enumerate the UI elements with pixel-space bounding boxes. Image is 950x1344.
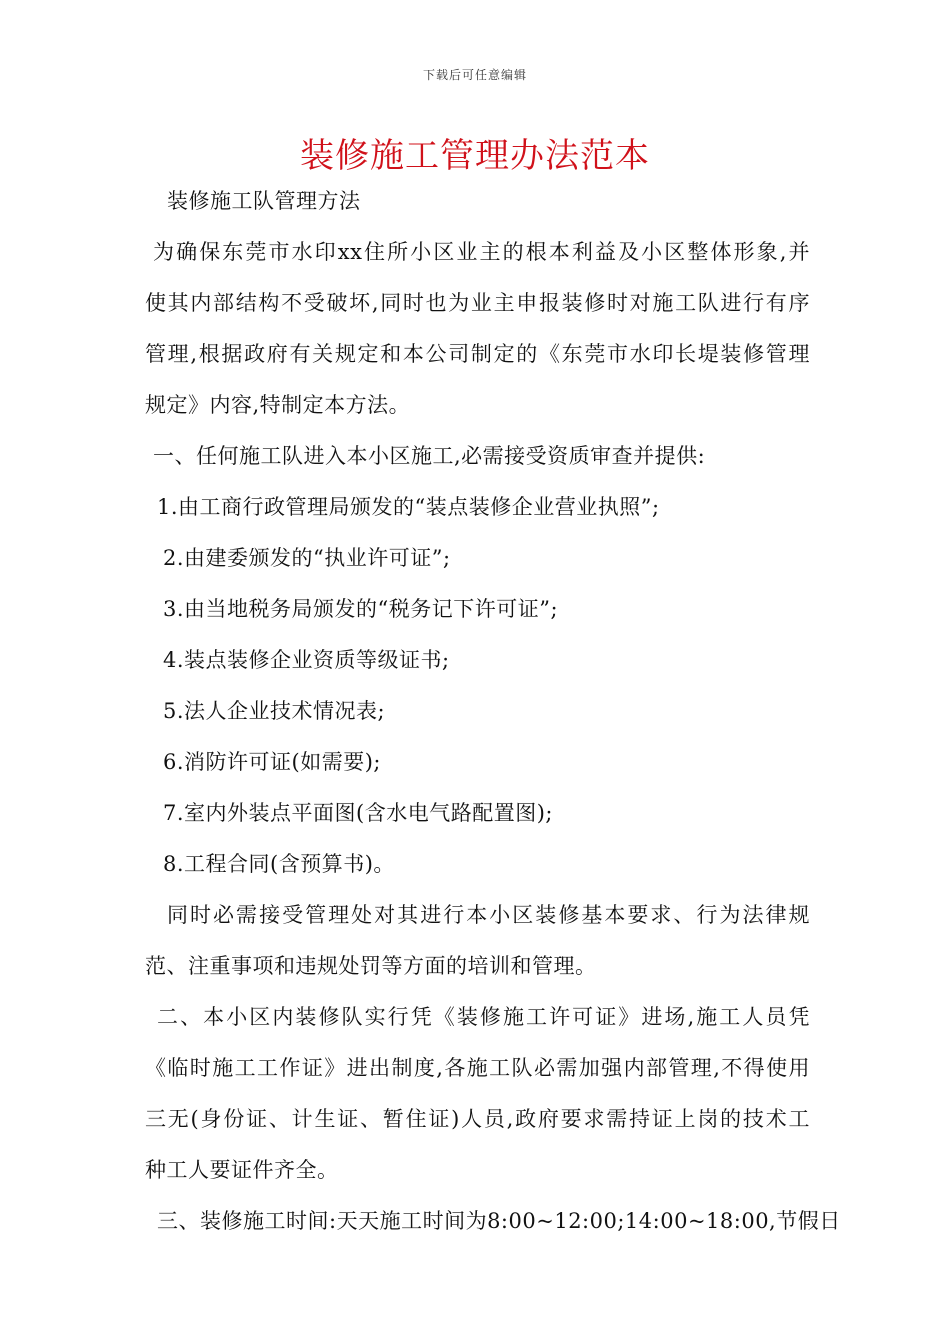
paragraph-line: 三、装修施工时间:天天施工时间为8:00~12:00;14:00~18:00,节假日 bbox=[157, 1209, 841, 1233]
paragraph-line: 《临时施工工作证》进出制度,各施工队必需加强内部管理,不得使用 bbox=[145, 1056, 810, 1080]
paragraph-line: 5.法人企业技术情况表; bbox=[163, 699, 386, 723]
paragraph-line: 6.消防许可证(如需要); bbox=[163, 750, 381, 774]
paragraph-line: 8.工程合同(含预算书)。 bbox=[163, 852, 395, 876]
paragraph-line: 规定》内容,特制定本方法。 bbox=[145, 393, 411, 417]
paragraph-line: 4.装点装修企业资质等级证书; bbox=[163, 648, 450, 672]
paragraph-line: 二、本小区内装修队实行凭《装修施工许可证》进场,施工人员凭 bbox=[157, 1005, 810, 1029]
paragraph-line: 2.由建委颁发的“执业许可证”; bbox=[163, 546, 451, 570]
paragraph-line: 同时必需接受管理处对其进行本小区装修基本要求、行为法律规 bbox=[167, 903, 810, 927]
paragraph-line: 为确保东莞市水印xx住所小区业主的根本利益及小区整体形象,并 bbox=[153, 240, 810, 264]
header-note: 下载后可任意编辑 bbox=[422, 68, 527, 82]
paragraph-line: 3.由当地税务局颁发的“税务记下许可证”; bbox=[163, 597, 559, 621]
paragraph-line: 使其内部结构不受破坏,同时也为业主申报装修时对施工队进行有序 bbox=[145, 291, 810, 315]
paragraph-line: 7.室内外装点平面图(含水电气路配置图); bbox=[163, 801, 553, 825]
paragraph-line: 装修施工队管理方法 bbox=[167, 189, 361, 213]
paragraph-line: 1.由工商行政管理局颁发的“装点装修企业营业执照”; bbox=[157, 495, 660, 519]
paragraph-line: 种工人要证件齐全。 bbox=[145, 1158, 339, 1182]
document-body bbox=[145, 186, 841, 1257]
paragraph-line: 范、注重事项和违规处罚等方面的培训和管理。 bbox=[145, 954, 597, 978]
document-title: 装修施工管理办法范本 bbox=[300, 136, 650, 176]
paragraph-line: 管理,根据政府有关规定和本公司制定的《东莞市水印长堤装修管理 bbox=[145, 342, 810, 366]
paragraph-line: 三无(身份证、计生证、暂住证)人员,政府要求需持证上岗的技术工 bbox=[145, 1107, 810, 1131]
paragraph-line: 一、任何施工队进入本小区施工,必需接受资质审查并提供: bbox=[153, 444, 706, 468]
